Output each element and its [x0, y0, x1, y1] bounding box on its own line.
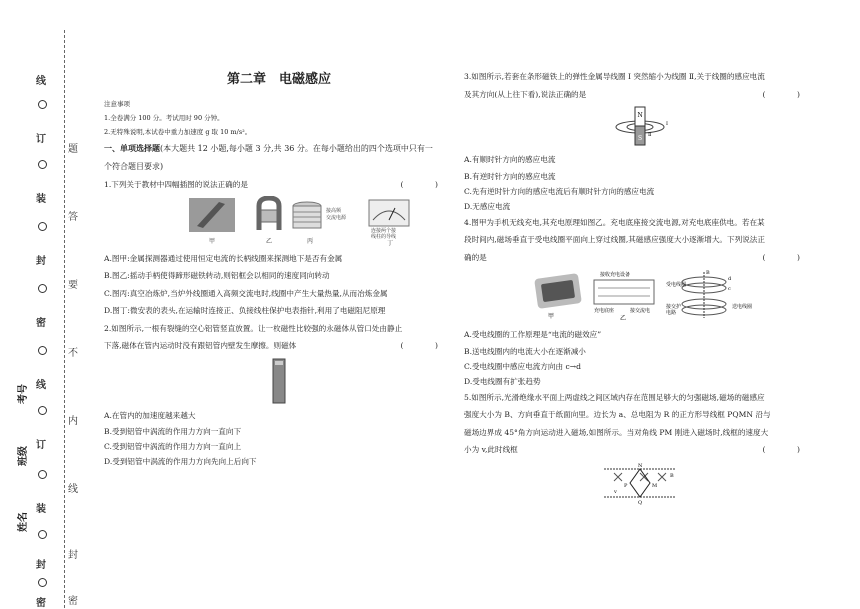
q3-stem-2: 及其方向(从上往下看),说法正确的是 ( )	[464, 86, 816, 104]
binding-inner-char: 内	[68, 416, 78, 427]
fig-text: 连接两个接	[371, 227, 397, 234]
left-column	[104, 66, 454, 469]
q5-stem-3: 磁场边界成 45°角方向运动进入磁场,如图所示。当对角线 PM 刚进入磁场时,线框的速度大	[464, 427, 769, 437]
q1-option-a: A.图甲:金属探测器通过使用恒定电流的长柄线圈来探测地下是否有金属	[104, 253, 343, 263]
binding-circle	[38, 470, 47, 479]
wireless-charging-figure	[534, 268, 754, 324]
q4-stem-3: 确的是 ( )	[464, 249, 816, 267]
binding-inner-char: 不	[68, 348, 78, 359]
fig-text: M	[652, 482, 658, 489]
class-field: 班级	[18, 446, 29, 466]
q1-figure-svg	[189, 196, 449, 246]
binding-circle	[38, 284, 47, 293]
q5-stem-4: 小为 v,此时线框 ( )	[464, 441, 816, 459]
magnet-coil-figure	[610, 105, 670, 149]
answer-blank: ( )	[400, 341, 450, 350]
fig-text: v	[614, 488, 617, 495]
binding-circle	[38, 578, 47, 587]
binding-inner-char: 要	[68, 280, 78, 291]
q4-option-c: C.受电线圈中感应电流方向由 c→d	[464, 361, 581, 371]
note-line: 1.全卷满分 100 分。考试用时 90 分钟。	[104, 114, 224, 122]
fig-label: 甲	[209, 237, 216, 245]
binding-margin	[0, 0, 90, 608]
q2-stem-2: 下落,磁体在管内运动时没有跟铝管内壁发生摩擦。则磁体 ( )	[104, 337, 454, 355]
fig-text: 充电底座	[594, 308, 615, 314]
q4-stem-1: 4.图甲为手机无线充电,其充电原理如图乙。充电底座接交流电源,对充电底座供电。若在某	[464, 217, 765, 227]
q1-stem: 1.下列关于教材中四幅插图的说法正确的是 ( )	[104, 176, 454, 194]
fig-text: d	[728, 276, 732, 282]
answer-blank: ( )	[762, 445, 812, 454]
fig-text: N	[638, 462, 643, 469]
binding-char: 装	[36, 194, 46, 205]
q4-stem-2: 段时间内,磁场垂直于受电线圈平面向上穿过线圈,其磁感应强度大小逐渐增大。下列说法正	[464, 235, 765, 244]
binding-char: 订	[36, 440, 46, 451]
fig-text: B	[670, 472, 674, 479]
fig-text: B	[706, 270, 710, 276]
exam-number-field: 考号	[18, 384, 29, 404]
binding-char: 密	[36, 318, 46, 329]
fig-text: 交流电源	[326, 214, 347, 221]
fig-text: c	[728, 286, 731, 292]
section-heading	[104, 139, 454, 158]
section-label: 一、单项选择题	[104, 143, 160, 153]
q3-option-a: A.有顺时针方向的感应电流	[464, 155, 556, 164]
q2-option-d: D.受到铝管中涡流的作用力方向先向上后向下	[104, 457, 257, 466]
answer-blank: ( )	[762, 89, 812, 99]
fig-text: 受电线圈	[666, 282, 687, 288]
binding-circle	[38, 222, 47, 231]
fig-text: P	[624, 482, 628, 489]
note-line: 2.无特殊说明,本试卷中重力加速度 g 取 10 m/s²。	[104, 128, 252, 136]
q3-option-b: B.有逆时针方向的感应电流	[464, 171, 556, 181]
fig-text: 接收充电设备	[600, 272, 631, 278]
answer-blank: ( )	[762, 252, 812, 262]
binding-char: 订	[36, 134, 46, 145]
fig-text: 接交流电	[630, 308, 651, 314]
q1-option-b: B.图乙:摇动手柄使得蹄形磁铁转动,则铝框会以相同的速度同向转动	[104, 271, 330, 280]
fig-text: 接高频	[326, 207, 342, 214]
section-desc-2: 个符合题目要求)	[104, 162, 164, 171]
binding-inner-char: 封	[68, 550, 78, 561]
q1-option-d: D.图丁:微安表的表头,在运输时连接正、负接线柱保护电表指针,利用了电磁阻尼原理	[104, 306, 386, 315]
aluminum-tube-figure	[269, 357, 289, 405]
binding-inner-char: 密	[68, 596, 78, 607]
fig-text: 接交护	[666, 304, 682, 310]
binding-char: 装	[36, 504, 46, 515]
q5-stem-1: 5.如图所示,光滑绝缘水平面上两虚线之间区域内存在范围足够大的匀强磁场,磁场的磁感应	[464, 392, 765, 402]
q3-option-d: D.无感应电流	[464, 201, 511, 211]
fig-text: Ⅰ	[666, 121, 668, 127]
binding-inner-char: 答	[68, 212, 78, 223]
section-desc: (本大题共 12 小题,每小题 3 分,共 36 分。在每小题给出的四个选项中只有一	[160, 144, 433, 153]
square-frame-figure	[600, 461, 680, 505]
binding-char: 线	[36, 76, 46, 87]
q1-figures	[184, 196, 454, 246]
q3-option-c: C.先有逆时针方向的感应电流后有顺时针方向的感应电流	[464, 186, 655, 196]
binding-circle	[38, 406, 47, 415]
binding-circle	[38, 530, 47, 539]
binding-char: 封	[36, 256, 46, 267]
q4-option-d: D.受电线圈有扩张趋势	[464, 376, 541, 386]
q2-stem-1: 2.如图所示,一根有裂缝的空心铝管竖直放置。让一枚磁性比较强的永磁体从管口处由静止	[104, 323, 403, 333]
q1-option-c: C.图丙:真空冶炼炉,当炉外线圈通入高频交流电时,线圈中产生大量热量,从而冶炼金属	[104, 288, 388, 298]
fig-label: 乙	[266, 237, 273, 245]
binding-inner-char: 线	[68, 484, 78, 495]
name-field: 姓名	[18, 512, 29, 532]
fig-text: N	[637, 112, 643, 119]
page-title: 第二章 电磁感应	[226, 72, 331, 87]
fig-label: 丁	[387, 239, 394, 246]
fig-text: 甲	[548, 313, 555, 320]
binding-char: 密	[36, 598, 46, 609]
fig-label: 丙	[307, 237, 314, 245]
notes-heading: 注意事项	[104, 100, 130, 108]
binding-dashed-line	[64, 30, 65, 608]
binding-circle	[38, 346, 47, 355]
q5-stem-2: 强度大小为 B、方向垂直于纸面向里。边长为 a、总电阻为 R 的正方形导线框 PQMN 沿与	[464, 410, 771, 419]
binding-inner-char: 题	[68, 144, 78, 155]
fig-text: 线柱的导线	[371, 233, 397, 240]
binding-circle	[38, 100, 47, 109]
binding-char: 线	[36, 380, 46, 391]
q2-option-c: C.受到铝管中涡流的作用力方向一直向上	[104, 442, 242, 451]
fig-text: Q	[638, 499, 643, 505]
right-column	[464, 68, 816, 507]
fig-text: 送电线圈	[732, 304, 753, 310]
fig-text: 乙	[620, 315, 627, 322]
fig-text: S	[638, 135, 643, 142]
binding-char: 封	[36, 560, 46, 571]
fig-text: 电路	[666, 310, 677, 316]
fig-text: Ⅱ	[648, 132, 652, 138]
binding-circle	[38, 160, 47, 169]
q4-option-a: A.受电线圈的工作原理是“电流的磁效应”	[464, 330, 602, 339]
q3-stem-1: 3.如图所示,若套在条形磁铁上的弹性金属导线圈 Ⅰ 突然缩小为线圈 Ⅱ,关于线圈的感应电流	[464, 72, 765, 81]
q2-option-a: A.在管内的加速度越来越大	[104, 410, 196, 420]
q2-option-b: B.受到铝管中涡流的作用力方向一直向下	[104, 427, 242, 436]
answer-blank: ( )	[400, 180, 450, 189]
q4-option-b: B.送电线圈内的电流大小在逐渐减小	[464, 346, 586, 356]
